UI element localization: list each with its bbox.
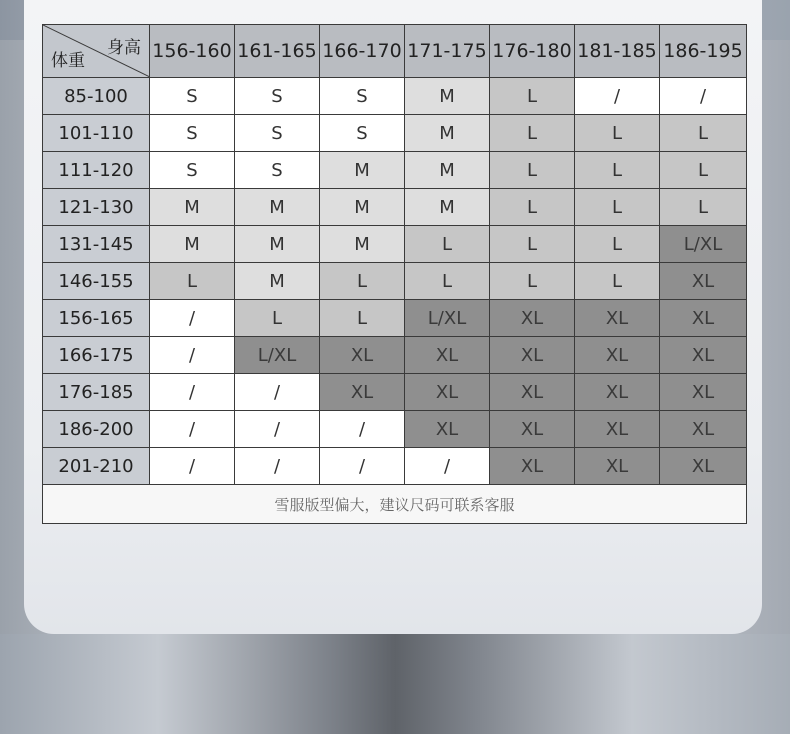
size-note: 雪服版型偏大，建议尺码可联系客服 [43,485,747,524]
size-cell: L [490,115,575,152]
height-axis-label: 身高 [107,38,141,58]
size-cell: XL [575,300,660,337]
size-cell: M [150,226,235,263]
size-cell: / [660,78,747,115]
size-cell: XL [405,337,490,374]
size-cell: / [150,300,235,337]
weight-row-header: 131-145 [43,226,150,263]
size-cell: L [405,226,490,263]
table-row [43,115,747,152]
size-cell: L [235,300,320,337]
height-column-header: 161-165 [235,25,320,78]
size-cell: XL [405,374,490,411]
size-cell: S [150,115,235,152]
size-cell: S [235,78,320,115]
size-cell: S [235,152,320,189]
size-cell: XL [490,300,575,337]
size-cell: / [575,78,660,115]
weight-row-header: 156-165 [43,300,150,337]
size-cell: L [405,263,490,300]
size-cell: L [490,263,575,300]
size-cell: L [320,263,405,300]
size-cell: / [235,411,320,448]
table-row [43,189,747,226]
table-corner [43,25,150,78]
size-cell: M [320,152,405,189]
background-bottom [0,634,790,734]
size-chart-table [42,24,747,524]
size-cell: L [575,263,660,300]
size-cell: M [405,78,490,115]
size-cell: L [490,226,575,263]
size-cell: S [235,115,320,152]
size-cell: L/XL [235,337,320,374]
size-cell: L [660,152,747,189]
size-cell: XL [405,411,490,448]
height-column-header: 156-160 [150,25,235,78]
size-cell: XL [320,374,405,411]
height-column-header: 181-185 [575,25,660,78]
table-row [43,263,747,300]
size-cell: / [150,374,235,411]
size-cell: M [235,226,320,263]
size-cell: L/XL [405,300,490,337]
size-cell: XL [490,374,575,411]
size-cell: L [575,115,660,152]
height-column-header: 176-180 [490,25,575,78]
size-cell: / [405,448,490,485]
size-cell: L [575,226,660,263]
table-row [43,374,747,411]
table-row [43,448,747,485]
weight-row-header: 111-120 [43,152,150,189]
size-cell: XL [490,337,575,374]
size-cell: M [320,189,405,226]
size-cell: XL [490,411,575,448]
table-row [43,411,747,448]
size-cell: M [235,263,320,300]
size-cell: / [150,337,235,374]
size-cell: L/XL [660,226,747,263]
size-cell: S [320,78,405,115]
size-cell: XL [575,411,660,448]
weight-row-header: 186-200 [43,411,150,448]
size-cell: XL [660,411,747,448]
size-cell: XL [575,448,660,485]
size-cell: M [320,226,405,263]
size-cell: M [405,115,490,152]
size-cell: L [150,263,235,300]
size-cell: XL [320,337,405,374]
size-cell: M [150,189,235,226]
weight-row-header: 166-175 [43,337,150,374]
size-cell: XL [660,337,747,374]
table-row [43,337,747,374]
height-column-header: 166-170 [320,25,405,78]
size-cell: / [150,448,235,485]
size-cell: / [320,411,405,448]
size-cell: L [320,300,405,337]
size-cell: L [660,189,747,226]
height-header-row [43,25,747,78]
size-cell: / [150,411,235,448]
size-cell: / [320,448,405,485]
height-column-header: 171-175 [405,25,490,78]
size-cell: L [575,152,660,189]
size-cell: M [405,189,490,226]
size-cell: XL [490,448,575,485]
size-cell: S [320,115,405,152]
table-row [43,152,747,189]
weight-row-header: 146-155 [43,263,150,300]
size-cell: S [150,152,235,189]
size-cell: L [660,115,747,152]
weight-axis-label: 体重 [51,51,85,71]
size-cell: L [490,78,575,115]
size-cell: XL [660,263,747,300]
weight-row-header: 201-210 [43,448,150,485]
size-cell: / [235,374,320,411]
size-cell: M [235,189,320,226]
size-cell: XL [660,374,747,411]
weight-row-header: 101-110 [43,115,150,152]
size-cell: / [235,448,320,485]
weight-row-header: 121-130 [43,189,150,226]
size-cell: XL [660,448,747,485]
weight-row-header: 85-100 [43,78,150,115]
size-cell: M [405,152,490,189]
size-cell: L [490,189,575,226]
table-row [43,226,747,263]
height-column-header: 186-195 [660,25,747,78]
table-row [43,78,747,115]
weight-row-header: 176-185 [43,374,150,411]
size-cell: L [490,152,575,189]
size-cell: XL [575,337,660,374]
size-cell: XL [575,374,660,411]
note-row [43,485,747,524]
size-cell: XL [660,300,747,337]
table-row [43,300,747,337]
size-cell: L [575,189,660,226]
size-cell: S [150,78,235,115]
